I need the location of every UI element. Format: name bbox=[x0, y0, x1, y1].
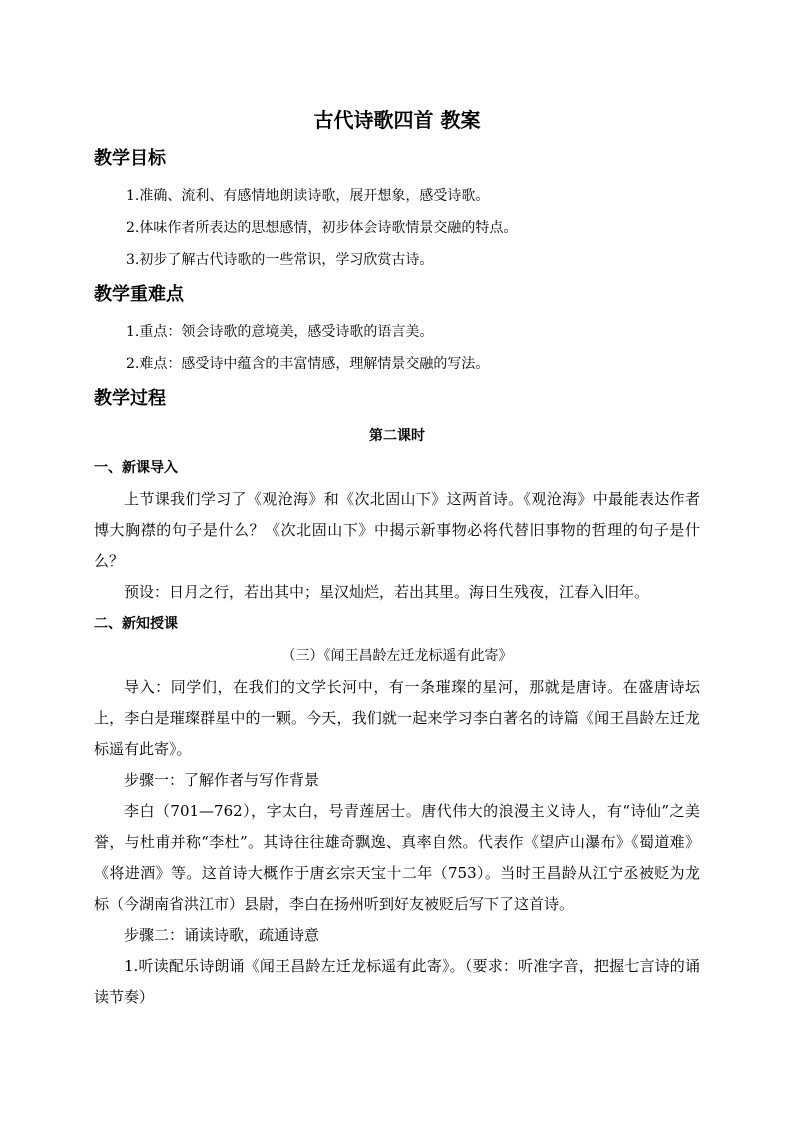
lesson-label: 第二课时 bbox=[369, 428, 425, 444]
poem-title: （三）《闻王昌龄左迁龙标遥有此寄》 bbox=[281, 648, 513, 664]
key-point-item: 2.难点：感受诗中蕴含的丰富情感，理解情景交融的写法。 bbox=[126, 356, 490, 372]
paragraph: 预设：日月之行，若出其中；星汉灿烂，若出其里。海日生残夜，江春入旧年。 bbox=[124, 583, 650, 601]
section-heading-key-points: 教学重难点 bbox=[94, 284, 184, 305]
goal-item: 1.准确、流利、有感情地朗读诗歌，展开想象，感受诗歌。 bbox=[126, 188, 490, 204]
part1-heading: 一、新课导入 bbox=[94, 460, 178, 476]
paragraph: 上节课我们学习了《观沧海》和《次北固山下》这两首诗。《观沧海》中最能表达作者博大胸襟的句子是什么？《次北固山下》中揭示新事物必将代替旧事物的哲理的句子是什么？ bbox=[94, 490, 700, 570]
paragraph: 导入：同学们，在我们的文学长河中，有一条璀璨的星河，那就是唐诗。在盛唐诗坛上，李白是璀璨群星中的一颗。今天，我们就一起来学习李白著名的诗篇《闻王昌龄左迁龙标遥有此寄》。 bbox=[94, 678, 700, 758]
key-point-item: 1.重点：领会诗歌的意境美，感受诗歌的语言美。 bbox=[126, 324, 434, 340]
part2-heading: 二、新知授课 bbox=[94, 616, 178, 632]
document-title: 古代诗歌四首 教案 bbox=[313, 108, 481, 132]
section-heading-goals: 教学目标 bbox=[94, 148, 166, 169]
section-heading-process: 教学过程 bbox=[94, 388, 166, 409]
paragraph: 步骤二：诵读诗歌，疏通诗意 bbox=[124, 926, 320, 944]
paragraph: 李白（701—762），字太白，号青莲居士。唐代伟大的浪漫主义诗人，有“诗仙”之美誉，与杜甫并称“李杜”。其诗往往雄奇飘逸、真率自然。代表作《望庐山瀑布》《蜀道难》《将进酒》等。这首诗大概作于唐玄宗天宝十二年（753）。当时王昌龄从江宁丞被贬为龙标（今湖南省洪江市）县尉，李白在扬州听到好友被贬后写下了这首诗。 bbox=[94, 802, 700, 913]
paragraph: 1.听读配乐诗朗诵《闻王昌龄左迁龙标遥有此寄》。（要求：听准字音，把握七言诗的诵读节奏） bbox=[94, 957, 700, 1006]
goal-item: 3.初步了解古代诗歌的一些常识，学习欣赏古诗。 bbox=[126, 252, 434, 268]
paragraph: 步骤一：了解作者与写作背景 bbox=[124, 771, 320, 789]
goal-item: 2.体味作者所表达的思想感情，初步体会诗歌情景交融的特点。 bbox=[126, 220, 518, 236]
